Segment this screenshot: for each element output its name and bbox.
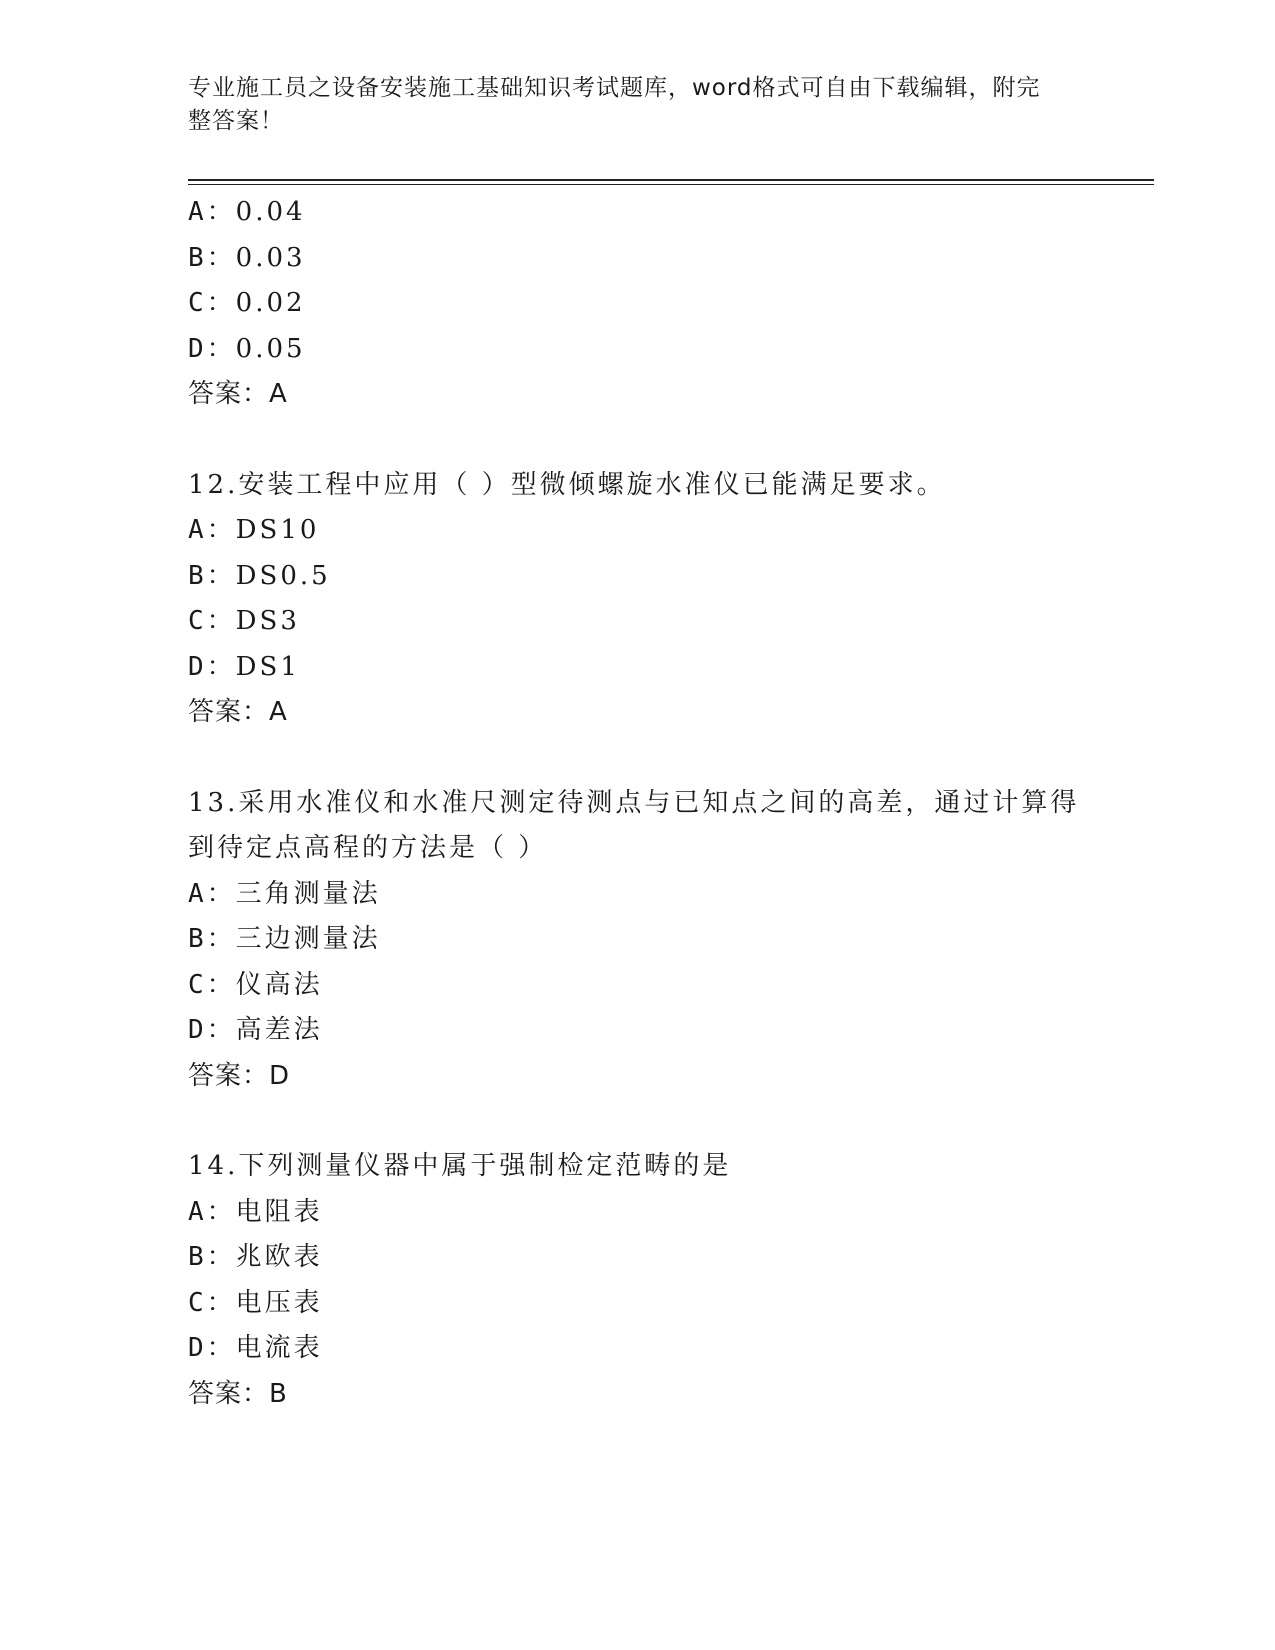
- header-title-line-1: 专业施工员之设备安装施工基础知识考试题库，word格式可自由下载编辑，附完: [188, 75, 1041, 101]
- question-14: [188, 1144, 1148, 1417]
- option-b: B：0.03: [188, 242, 306, 273]
- header-rule-thin: [188, 184, 1154, 185]
- option-d: D：电流表: [188, 1333, 323, 1363]
- option-a: A：三角测量法: [188, 878, 381, 909]
- answer: 答案：A: [188, 379, 288, 409]
- option-b: B：兆欧表: [188, 1242, 323, 1272]
- answer: 答案：A: [188, 697, 288, 727]
- option-c: C：电压表: [188, 1287, 323, 1318]
- question-stem-line-2: 到待定点高程的方法是（ ）: [188, 833, 548, 863]
- option-d: D：DS1: [188, 651, 300, 682]
- question-12: [188, 463, 1148, 736]
- option-c: C：仪高法: [188, 969, 323, 1000]
- header-title-line-2: 整答案！: [188, 108, 284, 134]
- question-stem: 14.下列测量仪器中属于强制检定范畴的是: [188, 1151, 732, 1181]
- answer: 答案：B: [188, 1378, 288, 1409]
- question-stem-line-1: 13.采用水准仪和水准尺测定待测点与已知点之间的高差，通过计算得: [188, 787, 1080, 818]
- question-11-continued: [188, 190, 1148, 418]
- option-a: A：0.04: [188, 197, 306, 227]
- option-a: A：DS10: [188, 515, 320, 545]
- option-d: D：0.05: [188, 333, 306, 364]
- option-b: B：三边测量法: [188, 924, 381, 954]
- option-b: B：DS0.5: [188, 560, 331, 591]
- document-header: [188, 72, 1068, 138]
- option-c: C：DS3: [188, 606, 300, 636]
- answer: 答案：D: [188, 1060, 291, 1091]
- option-c: C：0.02: [188, 288, 306, 318]
- question-13: [188, 781, 1148, 1100]
- question-list: [188, 190, 1148, 1417]
- header-rule-thick: [188, 179, 1154, 181]
- option-a: A：电阻表: [188, 1196, 323, 1227]
- option-d: D：高差法: [188, 1015, 323, 1045]
- question-stem: 12.安装工程中应用（ ）型微倾螺旋水准仪已能满足要求。: [188, 469, 946, 500]
